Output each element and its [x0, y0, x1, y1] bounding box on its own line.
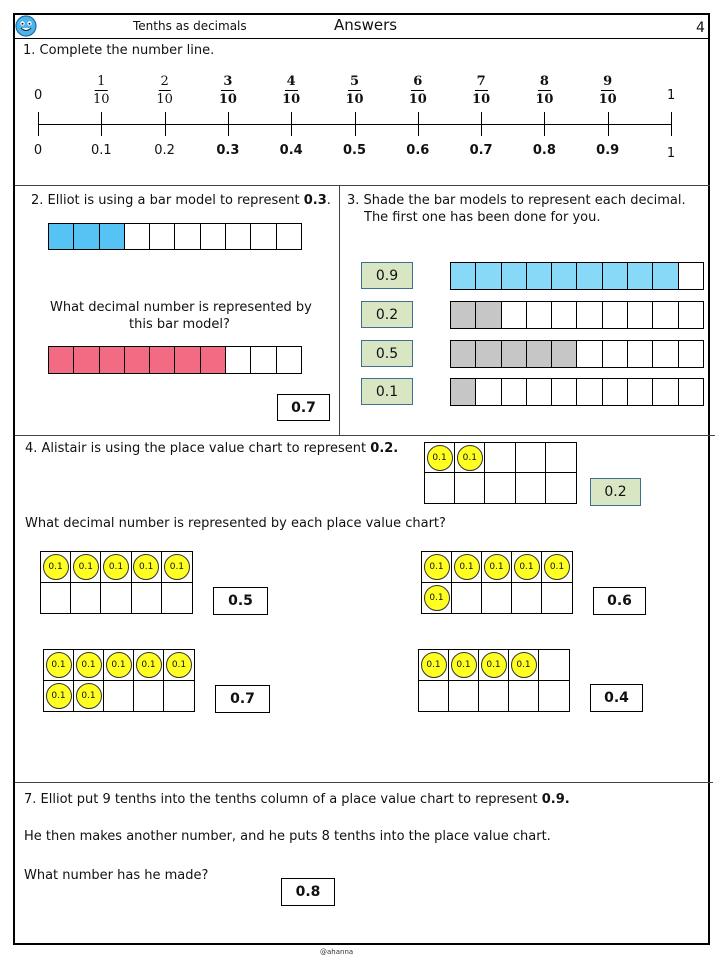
q4-answer-box-4: 0.4: [590, 684, 643, 712]
tenth-counter: 0.1: [103, 554, 129, 580]
place-value-cell: [104, 681, 134, 712]
place-value-cell: [485, 473, 515, 503]
number-line-tick: [544, 112, 545, 136]
tenth-counter: 0.1: [106, 652, 132, 678]
place-value-cell: [44, 681, 74, 712]
fraction-numerator: 6: [413, 74, 423, 89]
bar-cell-shaded: [201, 347, 226, 373]
number-line-tick: [101, 112, 102, 136]
q3-decimal-label: 0.5: [361, 340, 413, 367]
q3-decimal-label: 0.1: [361, 378, 413, 405]
bar-cell: [502, 302, 527, 328]
number-line-tick: [291, 112, 292, 136]
q1-prompt: 1. Complete the number line.: [23, 43, 215, 58]
q4-place-value-chart-2: [421, 551, 573, 614]
place-value-cell: [455, 443, 485, 473]
tenth-counter: 0.1: [166, 652, 192, 678]
number-line-decimal-label: 1: [666, 146, 676, 161]
place-value-cell: [546, 473, 576, 503]
bar-cell-shaded: [49, 347, 74, 373]
q2-question-line1: What decimal number is represented by: [50, 300, 312, 315]
bar-cell-shaded: [502, 341, 527, 367]
place-value-cell: [71, 583, 101, 614]
q4-example-place-value-chart: [424, 442, 577, 504]
place-value-cell: [419, 681, 449, 712]
place-value-cell: [422, 583, 452, 614]
bar-cell-shaded: [527, 263, 552, 289]
page-number: 4: [696, 20, 705, 36]
bar-cell-shaded: [577, 263, 602, 289]
fraction-denominator: 10: [598, 92, 617, 107]
bar-cell: [251, 224, 276, 249]
q4-prompt: [25, 441, 398, 456]
q4-answer-box-3: 0.7: [215, 685, 270, 713]
place-value-cell: [132, 552, 162, 583]
q7-line3: What number has he made?: [24, 868, 209, 883]
bar-cell: [277, 347, 301, 373]
place-value-cell: [455, 473, 485, 503]
tenth-counter: 0.1: [514, 554, 540, 580]
q4-place-value-chart-3: [43, 649, 195, 712]
place-value-cell: [134, 681, 164, 712]
tenth-counter: 0.1: [43, 554, 69, 580]
number-line-fraction: [282, 74, 300, 108]
bar-cell: [150, 224, 175, 249]
number-line-tick: [165, 112, 166, 136]
tenth-counter: 0.1: [481, 652, 507, 678]
bar-cell-shaded: [125, 347, 150, 373]
number-line-decimal-label: 0.8: [532, 143, 556, 158]
q3-decimal-label: 0.9: [361, 262, 413, 289]
footer-credit: @ahanna: [320, 948, 354, 956]
number-line-fraction: [93, 74, 110, 108]
place-value-cell: [482, 552, 512, 583]
bar-cell: [653, 302, 678, 328]
place-value-cell: [449, 681, 479, 712]
bar-cell-shaded: [150, 347, 175, 373]
smiley-face-icon: [15, 15, 37, 37]
place-value-cell: [134, 650, 164, 681]
place-value-cell: [162, 552, 192, 583]
place-value-cell: [104, 650, 134, 681]
bar-cell: [277, 224, 301, 249]
bar-cell: [251, 347, 276, 373]
tenth-counter: 0.1: [73, 554, 99, 580]
fraction-denominator: 10: [345, 92, 364, 107]
q2-question-bar-model: [48, 346, 302, 374]
q3-bar-model: [450, 262, 704, 290]
bar-cell-shaded: [552, 341, 577, 367]
number-line-tick: [228, 112, 229, 136]
divider-q2-q3: [339, 186, 340, 435]
number-line-decimal-label: 0: [33, 143, 43, 158]
bar-cell-shaded: [527, 341, 552, 367]
number-line-top-end: 1: [667, 88, 676, 103]
tenth-counter: 0.1: [76, 652, 102, 678]
worksheet-topic: Tenths as decimals: [133, 19, 247, 33]
bar-cell-shaded: [552, 263, 577, 289]
bar-cell: [577, 341, 602, 367]
bar-cell: [226, 347, 251, 373]
tenth-counter: 0.1: [46, 683, 72, 709]
place-value-cell: [452, 552, 482, 583]
fraction-denominator: 10: [408, 92, 427, 107]
bar-cell-shaded: [175, 347, 200, 373]
number-line-tick: [608, 112, 609, 136]
q2-prompt-text: 2. Elliot is using a bar model to represent: [31, 193, 304, 208]
bar-cell: [603, 341, 628, 367]
place-value-cell: [482, 583, 512, 614]
fraction-numerator: 1: [97, 74, 106, 89]
number-line-decimal-label: 0.2: [154, 143, 175, 158]
q4-prompt-value: 0.2.: [370, 441, 399, 456]
place-value-cell: [162, 583, 192, 614]
place-value-cell: [41, 552, 71, 583]
tenth-counter: 0.1: [511, 652, 537, 678]
place-value-cell: [425, 443, 455, 473]
tenth-counter: 0.1: [424, 554, 450, 580]
q4-place-value-chart-4: [418, 649, 570, 712]
place-value-cell: [512, 583, 542, 614]
fraction-denominator: 10: [156, 92, 173, 107]
tenth-counter: 0.1: [136, 652, 162, 678]
fraction-denominator: 10: [218, 92, 237, 107]
tenth-counter: 0.1: [46, 652, 72, 678]
fraction-numerator: 5: [349, 74, 360, 89]
divider-q4: [15, 782, 713, 783]
bar-cell-shaded: [100, 347, 125, 373]
q2-prompt: [31, 193, 331, 208]
tenth-counter: 0.1: [484, 554, 510, 580]
tenth-counter: 0.1: [76, 683, 102, 709]
number-line-fraction: [472, 74, 490, 108]
fraction-numerator: 7: [476, 74, 486, 89]
q2-bar-model: [48, 223, 302, 250]
place-value-cell: [74, 681, 104, 712]
bar-cell-shaded: [502, 263, 527, 289]
bar-cell: [577, 302, 602, 328]
number-line-fraction: [599, 74, 617, 108]
q3-prompt-line2: The first one has been done for you.: [364, 210, 601, 225]
place-value-cell: [164, 681, 194, 712]
place-value-cell: [539, 650, 569, 681]
bar-cell: [628, 302, 653, 328]
tenth-counter: 0.1: [451, 652, 477, 678]
place-value-cell: [542, 552, 572, 583]
place-value-cell: [452, 583, 482, 614]
bar-cell-shaded: [603, 263, 628, 289]
bar-cell: [175, 224, 200, 249]
number-line-decimal-label: 0.9: [596, 143, 620, 158]
q3-decimal-label: 0.2: [361, 301, 413, 328]
q3-bar-model: [450, 301, 704, 329]
number-line-tick: [418, 112, 419, 136]
place-value-cell: [101, 552, 131, 583]
fraction-numerator: 8: [539, 74, 549, 89]
place-value-cell: [449, 650, 479, 681]
q4-answer-box-1: 0.5: [213, 587, 268, 615]
place-value-cell: [512, 552, 542, 583]
place-value-cell: [132, 583, 162, 614]
bar-cell: [679, 302, 703, 328]
bar-cell: [502, 379, 527, 405]
place-value-cell: [542, 583, 572, 614]
place-value-cell: [485, 443, 515, 473]
q4-subprompt: What decimal number is represented by each place value chart?: [25, 516, 446, 531]
number-line-top-start: 0: [34, 88, 43, 103]
tenth-counter: 0.1: [133, 554, 159, 580]
number-line-fraction: [345, 74, 363, 108]
place-value-cell: [546, 443, 576, 473]
bar-cell: [653, 379, 678, 405]
q4-prompt-text: 4. Alistair is using the place value chart to represent: [25, 441, 371, 456]
bar-cell: [653, 341, 678, 367]
bar-cell-shaded: [451, 379, 476, 405]
fraction-numerator: 9: [603, 74, 613, 89]
q2-prompt-end: .: [326, 193, 331, 208]
bar-cell-shaded: [653, 263, 678, 289]
q3-prompt-line1: 3. Shade the bar models to represent each decimal.: [347, 193, 686, 208]
bar-cell: [552, 302, 577, 328]
place-value-cell: [44, 650, 74, 681]
q4-example-label: 0.2: [590, 478, 641, 506]
number-line-decimal-label: 0.7: [469, 143, 493, 158]
bar-cell: [679, 263, 703, 289]
fraction-denominator: 10: [93, 92, 110, 107]
tenth-counter: 0.1: [424, 585, 450, 611]
bar-cell: [476, 379, 501, 405]
bar-cell: [201, 224, 226, 249]
bar-cell-shaded: [100, 224, 125, 249]
q3-bar-model: [450, 340, 704, 368]
bar-cell: [527, 302, 552, 328]
fraction-numerator: 3: [223, 74, 233, 89]
place-value-cell: [539, 681, 569, 712]
number-line-decimal-label: 0.5: [342, 143, 367, 158]
fraction-denominator: 10: [472, 92, 491, 107]
bar-cell: [603, 379, 628, 405]
q7-line2: He then makes another number, and he puts 8 tenths into the place value chart.: [24, 829, 551, 844]
place-value-cell: [509, 681, 539, 712]
number-line-fraction: [219, 74, 237, 108]
bar-cell-shaded: [451, 263, 476, 289]
q2-prompt-value: 0.3: [303, 193, 327, 208]
place-value-cell: [164, 650, 194, 681]
place-value-cell: [509, 650, 539, 681]
bar-cell-shaded: [476, 263, 501, 289]
number-line-decimal-label: 0.3: [216, 143, 240, 158]
bar-cell: [577, 379, 602, 405]
bar-cell: [679, 379, 703, 405]
bar-cell-shaded: [628, 263, 653, 289]
number-line-tick: [355, 112, 356, 136]
q2-answer-box: 0.7: [277, 394, 330, 421]
q4-answer-box-2: 0.6: [593, 587, 646, 615]
bar-cell-shaded: [476, 341, 501, 367]
q7-answer-box: 0.8: [281, 878, 335, 906]
place-value-cell: [516, 473, 546, 503]
tenth-counter: 0.1: [544, 554, 570, 580]
place-value-cell: [101, 583, 131, 614]
number-line-tick: [481, 112, 482, 136]
q2-question-line2: this bar model?: [129, 317, 230, 332]
number-line-decimal-label: 0.4: [279, 143, 303, 158]
place-value-cell: [74, 650, 104, 681]
q4-place-value-chart-1: [40, 551, 193, 614]
tenth-counter: 0.1: [454, 554, 480, 580]
place-value-cell: [422, 552, 452, 583]
place-value-cell: [419, 650, 449, 681]
q3-bar-model: [450, 378, 704, 406]
bar-cell-shaded: [451, 302, 476, 328]
header-divider: [15, 38, 710, 39]
page-title: Answers: [334, 16, 398, 34]
fraction-denominator: 10: [282, 92, 301, 107]
number-line-tick: [671, 112, 672, 136]
bar-cell: [603, 302, 628, 328]
fraction-numerator: 4: [286, 74, 296, 89]
number-line-decimal-label: 0.6: [406, 143, 430, 158]
place-value-cell: [71, 552, 101, 583]
bar-cell-shaded: [74, 347, 99, 373]
fraction-numerator: 2: [160, 74, 169, 89]
number-line-decimal-label: 0.1: [90, 143, 112, 158]
number-line-fraction: [156, 74, 173, 108]
bar-cell: [552, 379, 577, 405]
q7-line1-text: 7. Elliot put 9 tenths into the tenths column of a place value chart to represent: [24, 792, 542, 807]
bar-cell: [628, 379, 653, 405]
tenth-counter: 0.1: [421, 652, 447, 678]
bar-cell: [527, 379, 552, 405]
place-value-cell: [425, 473, 455, 503]
place-value-cell: [479, 681, 509, 712]
number-line-tick: [38, 112, 39, 136]
fraction-denominator: 10: [535, 92, 554, 107]
place-value-cell: [479, 650, 509, 681]
q7-line1-value: 0.9.: [541, 792, 570, 807]
number-line-fraction: [535, 74, 553, 108]
bar-cell-shaded: [49, 224, 74, 249]
tenth-counter: 0.1: [427, 445, 453, 471]
tenth-counter: 0.1: [457, 445, 483, 471]
bar-cell: [679, 341, 703, 367]
bar-cell: [628, 341, 653, 367]
tenth-counter: 0.1: [164, 554, 190, 580]
bar-cell-shaded: [476, 302, 501, 328]
place-value-cell: [41, 583, 71, 614]
bar-cell-shaded: [451, 341, 476, 367]
bar-cell: [125, 224, 150, 249]
number-line-fraction: [409, 74, 427, 108]
bar-cell: [226, 224, 251, 249]
q7-line1: [24, 792, 570, 807]
bar-cell-shaded: [74, 224, 99, 249]
divider-q1: [15, 185, 710, 186]
divider-q3: [15, 435, 715, 436]
place-value-cell: [516, 443, 546, 473]
